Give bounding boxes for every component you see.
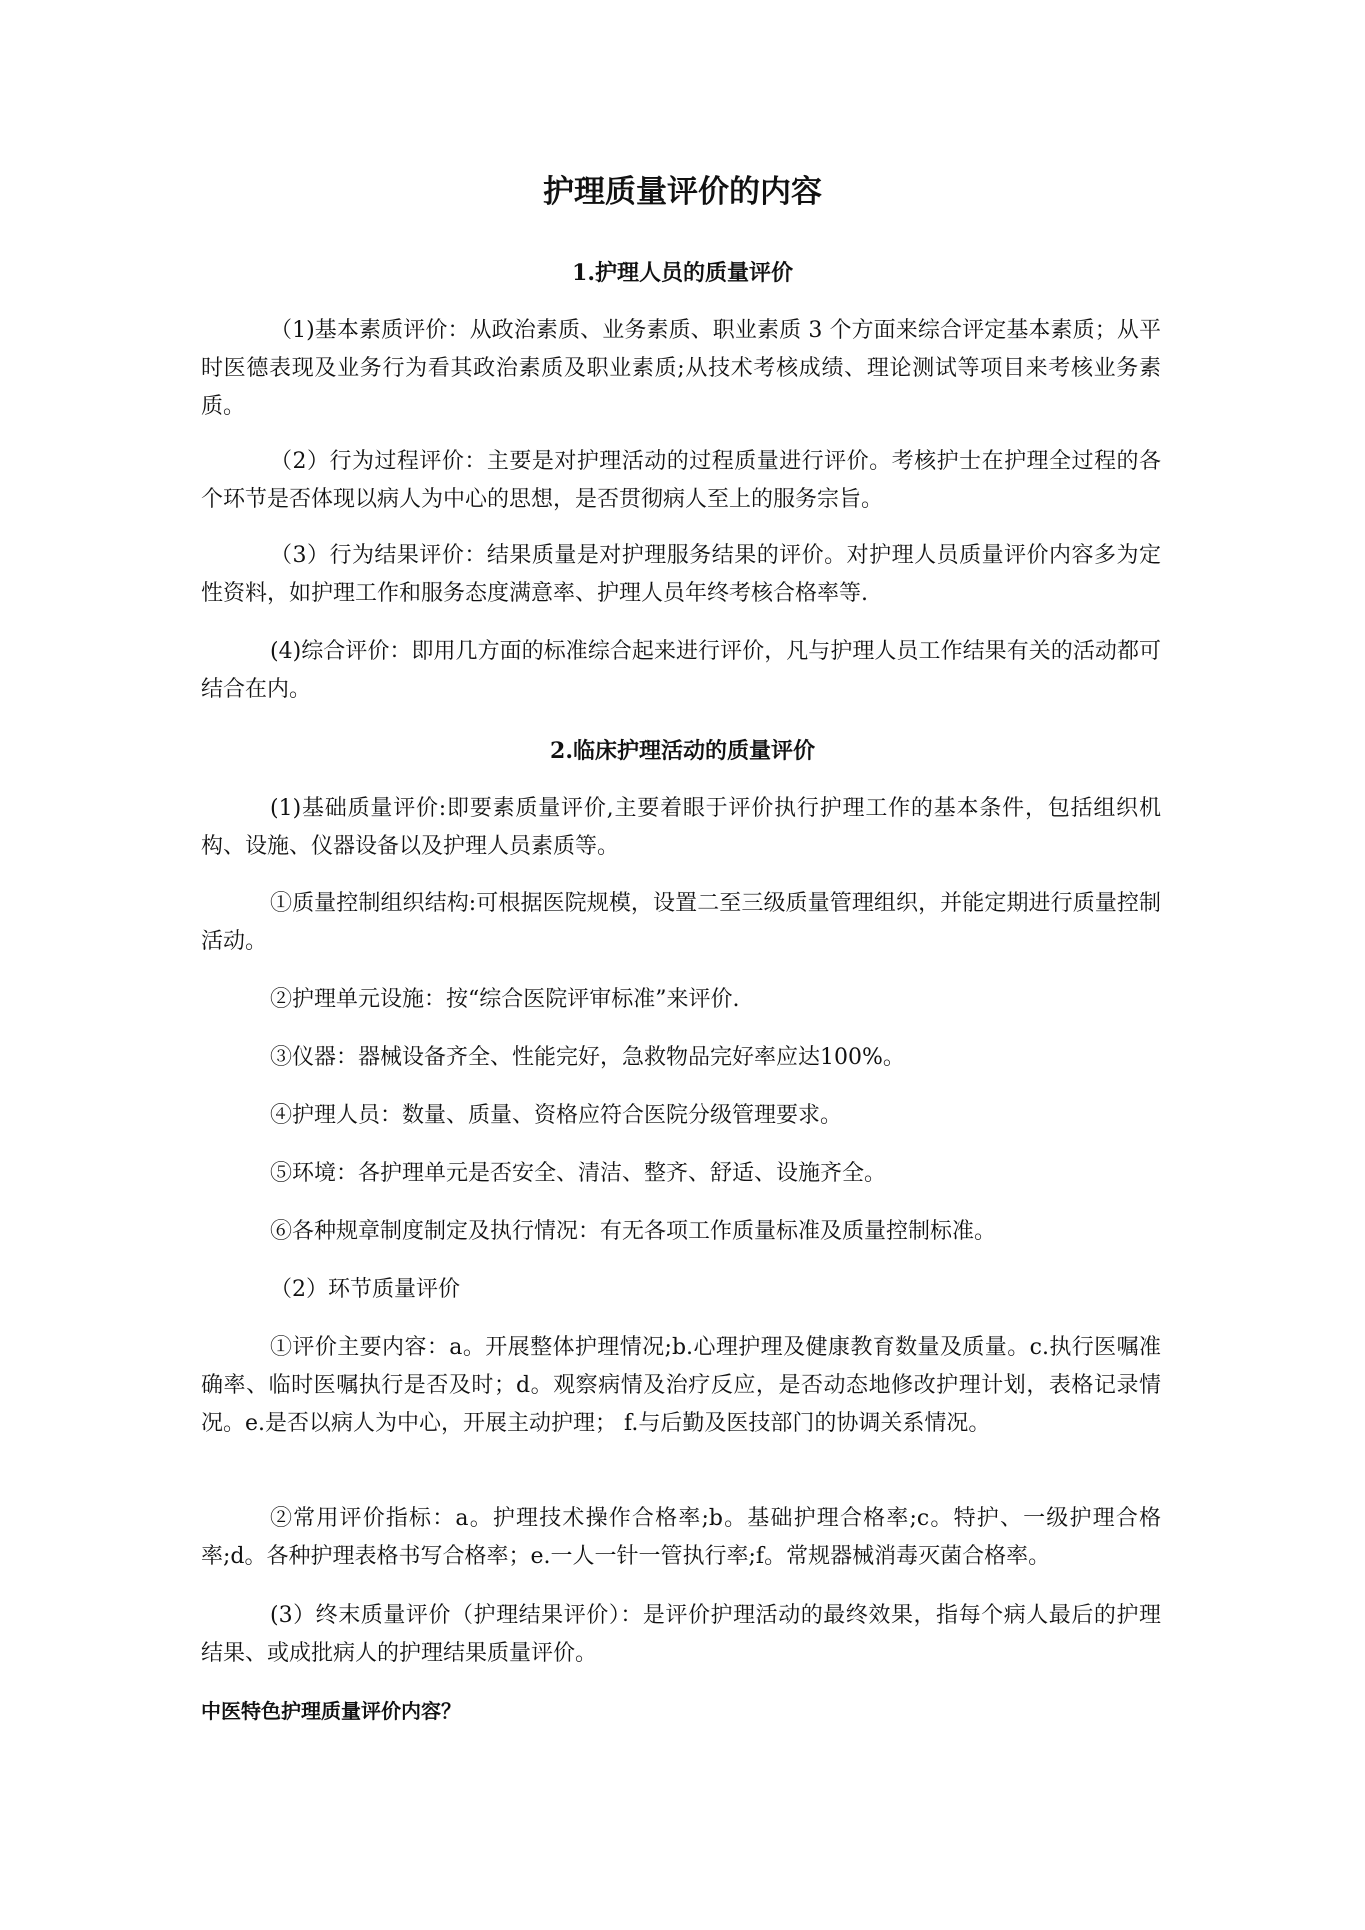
paragraph: ④护理人员：数量、质量、资格应符合医院分级管理要求。 [270,1103,843,1128]
paragraph: （2）环节质量评价 [270,1277,460,1302]
paragraph: ③仪器：器械设备齐全、性能完好，急救物品完好率应达100%。 [270,1045,905,1070]
paragraph: ⑤环境：各护理单元是否安全、清洁、整齐、舒适、设施齐全。 [270,1161,887,1186]
paragraph: ①质量控制组织结构:可根据医院规模，设置二至三级质量管理组织，并能定期进行质量控制活动。 [201,891,1161,954]
page-title: 护理质量评价的内容 [543,174,822,210]
paragraph: ②常用评价指标：a。护理技术操作合格率;b。基础护理合格率;c。特护、一级护理合格率;d。各种护理表格书写合格率；e.一人一针一管执行率;f。常规器械消毒灭菌合格率。 [201,1506,1161,1569]
section-heading-clinical-activity: 2.临床护理活动的质量评价 [550,738,815,764]
paragraph: ①评价主要内容：a。开展整体护理情况;b.心理护理及健康教育数量及质量。c.执行医嘱准确率、临时医嘱执行是否及时；d。观察病情及治疗反应，是否动态地修改护理计划，表格记录情况。e.是否以病人为中心，开展主动护理； f.与后勤及医技部门的协调关系情况。 [201,1335,1161,1436]
paragraph: （2）行为过程评价：主要是对护理活动的过程质量进行评价。考核护士在护理全过程的各个环节是否体现以病人为中心的思想，是否贯彻病人至上的服务宗旨。 [201,449,1161,512]
paragraph: ②护理单元设施：按“综合医院评审标准”来评价. [270,987,740,1012]
paragraph: (4)综合评价：即用几方面的标准综合起来进行评价，凡与护理人员工作结果有关的活动都可结合在内。 [201,639,1161,702]
paragraph: (3）终末质量评价（护理结果评价）：是评价护理活动的最终效果，指每个病人最后的护理结果、或成批病人的护理结果质量评价。 [201,1603,1161,1666]
paragraph: ⑥各种规章制度制定及执行情况：有无各项工作质量标准及质量控制标准。 [270,1219,997,1244]
paragraph: （3）行为结果评价：结果质量是对护理服务结果的评价。对护理人员质量评价内容多为定性资料，如护理工作和服务态度满意率、护理人员年终考核合格率等. [201,543,1161,606]
paragraph: （1)基本素质评价：从政治素质、业务素质、职业素质 3 个方面来综合评定基本素质；从平时医德表现及业务行为看其政治素质及职业素质;从技术考核成绩、理论测试等项目来考核业务素质。 [201,318,1161,419]
tcm-nursing-heading: 中医特色护理质量评价内容？ [201,1699,461,1723]
paragraph: (1)基础质量评价:即要素质量评价,主要着眼于评价执行护理工作的基本条件，包括组织机构、设施、仪器设备以及护理人员素质等。 [201,796,1161,859]
section-heading-nursing-staff: 1.护理人员的质量评价 [572,260,793,286]
